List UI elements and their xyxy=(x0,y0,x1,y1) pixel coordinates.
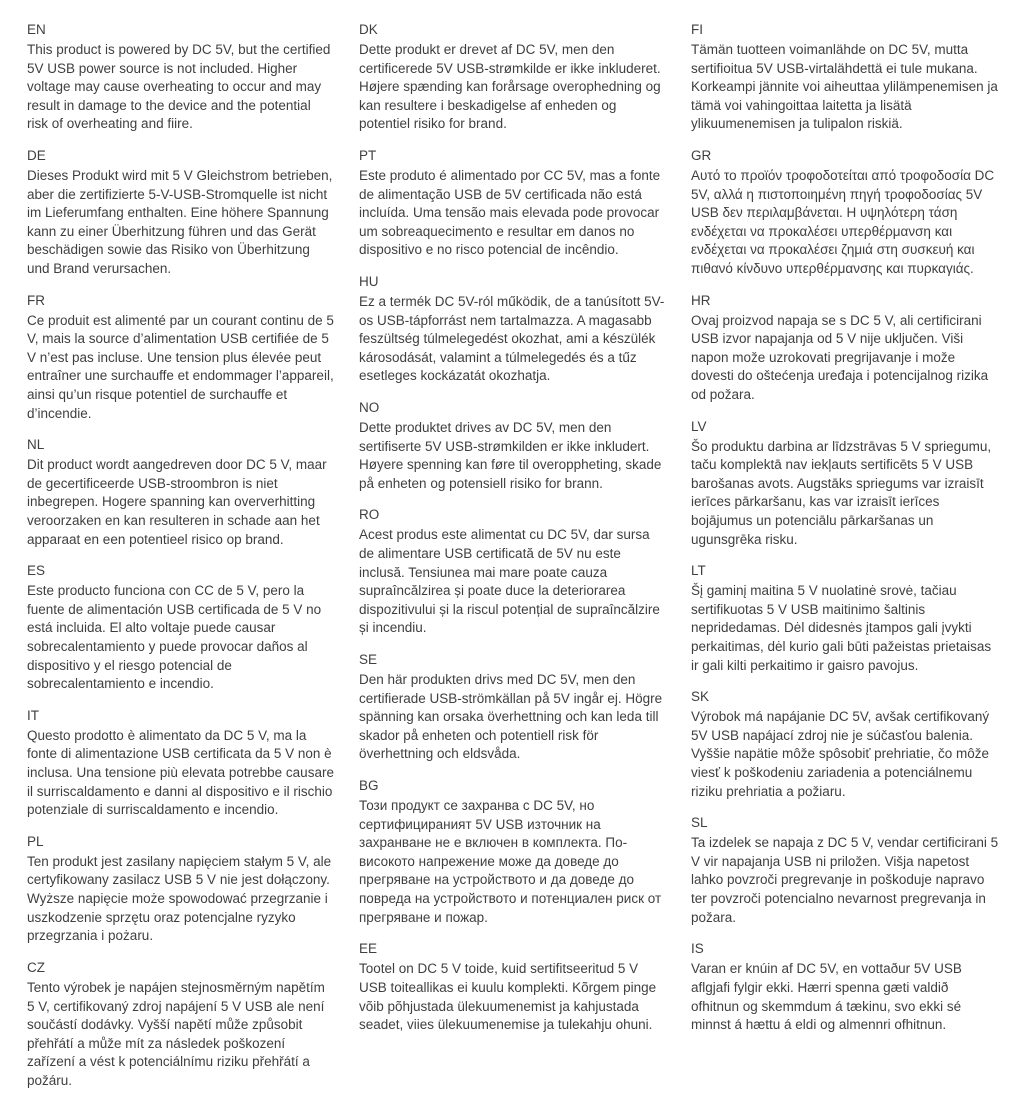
language-text: This product is powered by DC 5V, but the certified 5V USB power source is not included. Higher voltage may cause overheating to occur and may result in damage to the device and the potential risk of overheating and fiire. xyxy=(27,41,331,132)
language-section-cz xyxy=(27,959,335,1091)
language-section-bg xyxy=(359,777,667,927)
column-1 xyxy=(27,21,335,1104)
language-section-lt xyxy=(691,562,999,675)
column-3 xyxy=(691,21,999,1104)
language-code: PT xyxy=(359,148,377,164)
language-code: NL xyxy=(27,437,45,453)
language-code: GR xyxy=(691,148,712,164)
language-text: Výrobok má napájanie DC 5V, avšak certifikovaný 5V USB napájací zdroj nie je súčasťou balenia. Vyššie napätie môže spôsobiť prehriatie, čo môže viesť k poškodeniu zariadenia a potenciálnemu riziku prehriatia a požiaru. xyxy=(691,709,990,799)
language-section-sk xyxy=(691,688,999,801)
language-text: Este produto é alimentado por CC 5V, mas a fonte de alimentação USB de 5V certificada não está incluída. Uma tensão mais elevada pode provocar um sobreaquecimento e resultar em danos no dispositivo e no risco potencial de incêndio. xyxy=(359,167,661,258)
language-section-hr xyxy=(691,292,999,405)
language-section-es xyxy=(27,562,335,694)
language-text: Dette produktet drives av DC 5V, men den sertifiserte 5V USB-strømkilden er ikke inkludert. Høyere spenning kan føre til overoppheting, skade på enheten og potensiell risiko for brann. xyxy=(359,419,662,491)
language-section-it xyxy=(27,707,335,820)
language-section-sl xyxy=(691,814,999,927)
language-code: FI xyxy=(691,22,703,37)
language-text: Tämän tuotteen voimanlähde on DC 5V, mutta sertifioitua 5V USB-virtalähdettä ei tule mukana. Korkeampi jännite voi aiheuttaa ylilämpenemisen ja tämä voi vahingoittaa laitetta ja lisätä ylikuumenemisen ja tulipalon riskiä. xyxy=(691,41,998,132)
language-code: SK xyxy=(691,689,710,705)
language-text: Šo produktu darbina ar līdzstrāvas 5 V spriegumu, taču komplektā nav iekļauts sertificēts 5 V USB barošanas avots. Augstāks spriegums var izraisīt ierīces pārkaršanu, kas var izraisīt ierīces bojājumus un potenciālu pārkaršanas un ugunsgrēka risku. xyxy=(691,438,992,547)
language-code: ES xyxy=(27,563,46,579)
language-code: DE xyxy=(27,148,46,164)
language-code: EE xyxy=(359,941,378,957)
language-code: IS xyxy=(691,941,704,957)
language-section-pl xyxy=(27,833,335,946)
language-code: CZ xyxy=(27,959,45,975)
language-section-lv xyxy=(691,418,999,550)
language-text: Tootel on DC 5 V toide, kuid sertifitseeritud 5 V USB toiteallikas ei kuulu komplekti. Kõrgem pinge võib põhjustada ülekuumenemist ja kahjustada seadet, viies ülekuumenemise ja tulekahju ohuni. xyxy=(359,961,657,1033)
language-text: Dit product wordt aangedreven door DC 5 V, maar de gecertificeerde USB-stroombron is niet inbegrepen. Hogere spanning kan oververhitting veroorzaken en kan resulteren in schade aan het apparaat en een potentieel risico op brand. xyxy=(27,457,327,547)
language-code: LT xyxy=(691,563,706,579)
language-text: Tento výrobek je napájen stejnosměrným napětím 5 V, certifikovaný zdroj napájení 5 V USB ale není součástí dodávky. Vyšší napětí může způsobit přehřátí a může mít za následek poškození zařízení a vést k potenciálnímu riziku přehřátí a požáru. xyxy=(27,979,325,1088)
language-text: Šį gaminį maitina 5 V nuolatinė srovė, tačiau sertifikuotas 5 V USB maitinimo šaltinis nepridedamas. Dėl didesnės įtampos gali įvykti perkaitimas, dėl kurio gali būti pažeistas prietaisas ir gali kilti perkaitimo ir gaisro pavojus. xyxy=(691,583,992,673)
language-text: Acest produs este alimentat cu DC 5V, dar sursa de alimentare USB certificată de 5V nu este inclusă. Tensiunea mai mare poate cauza supraîncălzirea și poate duce la deteriorarea dispozitivului și la riscul potențial de supraîncălzire și incendiu. xyxy=(359,527,660,636)
language-text: Varan er knúin af DC 5V, en vottaður 5V USB aflgjafi fylgir ekki. Hærri spenna gæti valdið ofhitnun og skemmdum á tækinu, svo ekki sé minnst á hættu á eldi og almennri ofhitnun. xyxy=(691,961,962,1033)
language-code: SL xyxy=(691,815,708,831)
language-text: Ta izdelek se napaja z DC 5 V, vendar certificirani 5 V vir napajanja USB ni priložen. Višja napetost lahko povzroči pregrevanje in poškoduje napravo ter povzroči potencialno nevarnost pregrevanja in požara. xyxy=(691,835,999,925)
language-text: Este producto funciona con CC de 5 V, pero la fuente de alimentación USB certificada de 5 V no está incluida. El alto voltaje puede causar sobrecalentamiento y puede provocar daños al dispositivo y el riesgo potencial de sobrecalentamiento e incendio. xyxy=(27,583,322,692)
language-code: DK xyxy=(359,22,378,37)
language-text: Dieses Produkt wird mit 5 V Gleichstrom betrieben, aber die zertifizierte 5-V-USB-Stromquelle ist nicht im Lieferumfang enthalten. Eine höhere Spannung kann zu einer Überhitzung führen und das Gerät beschädigen sowie das Risiko von Überhitzung und Brand verursachen. xyxy=(27,167,333,277)
language-code: LV xyxy=(691,418,707,434)
language-code: IT xyxy=(27,707,39,723)
language-code: EN xyxy=(27,22,46,37)
language-section-fi xyxy=(691,21,999,134)
language-text: Dette produkt er drevet af DC 5V, men den certificerede 5V USB-strømkilde er ikke inkluderet. Højere spænding kan forårsage overophedning og kan resultere i beskadigelse af enheden og potentiel risiko for brand. xyxy=(359,41,661,132)
language-section-se xyxy=(359,651,667,764)
language-section-pt xyxy=(359,147,667,260)
language-text: Questo prodotto è alimentato da DC 5 V, ma la fonte di alimentazione USB certificata da 5 V non è inclusa. Una tensione più elevata potrebbe causare il surriscaldamento e danni al dispositivo e il rischio potenziale di surriscaldamento e incendio. xyxy=(27,727,334,818)
language-section-en xyxy=(27,21,335,134)
language-code: RO xyxy=(359,507,380,523)
language-text: Ce produit est alimenté par un courant continu de 5 V, mais la source d’alimentation USB certifiée de 5 V n’est pas incluse. Une tension plus élevée peut entraîner une surchauffe et endommager l’appareil, ainsi qu’un risque potentiel de surchauffe et d’incendie. xyxy=(27,312,334,421)
language-section-dk xyxy=(359,21,667,134)
language-code: SE xyxy=(359,652,378,668)
language-section-hu xyxy=(359,273,667,386)
language-text: Den här produkten drivs med DC 5V, men den certifierade USB-strömkällan på 5V ingår ej. Högre spänning kan orsaka överhettning och kan leda till skador på enheten och potentiell risk för överhettning och eldsvåda. xyxy=(359,671,663,762)
language-section-gr xyxy=(691,147,999,279)
language-section-nl xyxy=(27,436,335,549)
language-section-is xyxy=(691,940,999,1034)
language-section-de xyxy=(27,147,335,279)
language-section-fr xyxy=(27,292,335,424)
language-code: PL xyxy=(27,833,44,849)
language-code: BG xyxy=(359,778,379,794)
language-text: Ovaj proizvod napaja se s DC 5 V, ali certificirani USB izvor napajanja od 5 V nije uključen. Viši napon može uzrokovati pregrijavanje i može dovesti do oštećenja uređaja i potencijalnog rizika od požara. xyxy=(691,312,989,403)
column-2 xyxy=(359,21,667,1104)
language-code: NO xyxy=(359,400,380,416)
language-text: Αυτό το προϊόν τροφοδοτείται από τροφοδοσία DC 5V, αλλά η πιστοποιημένη πηγή τροφοδοσίας 5V USB δεν περιλαμβάνεται. Η υψηλότερη τάση ενδέχεται να προκαλέσει υπερθέρμανση και ενδέχεται να προκαλέσει ζημιά στη συσκευή και πιθανό κίνδυνο υπερθέρμανσης και πυρκαγιάς. xyxy=(691,167,995,277)
language-text: Ez a termék DC 5V-ról működik, de a tanúsított 5V-os USB-tápforrást nem tartalmazza. A magasabb feszültség túlmelegedést okozhat, ami a készülék károsodását, valamint a túlmelegedés és a tűz esetleges kockázatát okozhatja. xyxy=(359,293,665,384)
language-code: HR xyxy=(691,292,711,308)
language-section-ee xyxy=(359,940,667,1034)
language-section-ro xyxy=(359,506,667,638)
language-code: FR xyxy=(27,292,45,308)
language-code: HU xyxy=(359,274,379,290)
language-text: Този продукт се захранва с DC 5V, но сертифицираният 5V USB източник на захранване не е включен в комплекта. По-високото напрежение може да доведе до прегряване на устройството и да доведе до повреда на устройството и потенциален риск от прегряване и пожар. xyxy=(359,797,662,925)
language-text: Ten produkt jest zasilany napięciem stałym 5 V, ale certyfikowany zasilacz USB 5 V nie jest dołączony. Wyższe napięcie może spowodować przegrzanie i uszkodzenie sprzętu oraz potencjalne ryzyko przegrzania i pożaru. xyxy=(27,853,332,944)
language-section-no xyxy=(359,399,667,493)
